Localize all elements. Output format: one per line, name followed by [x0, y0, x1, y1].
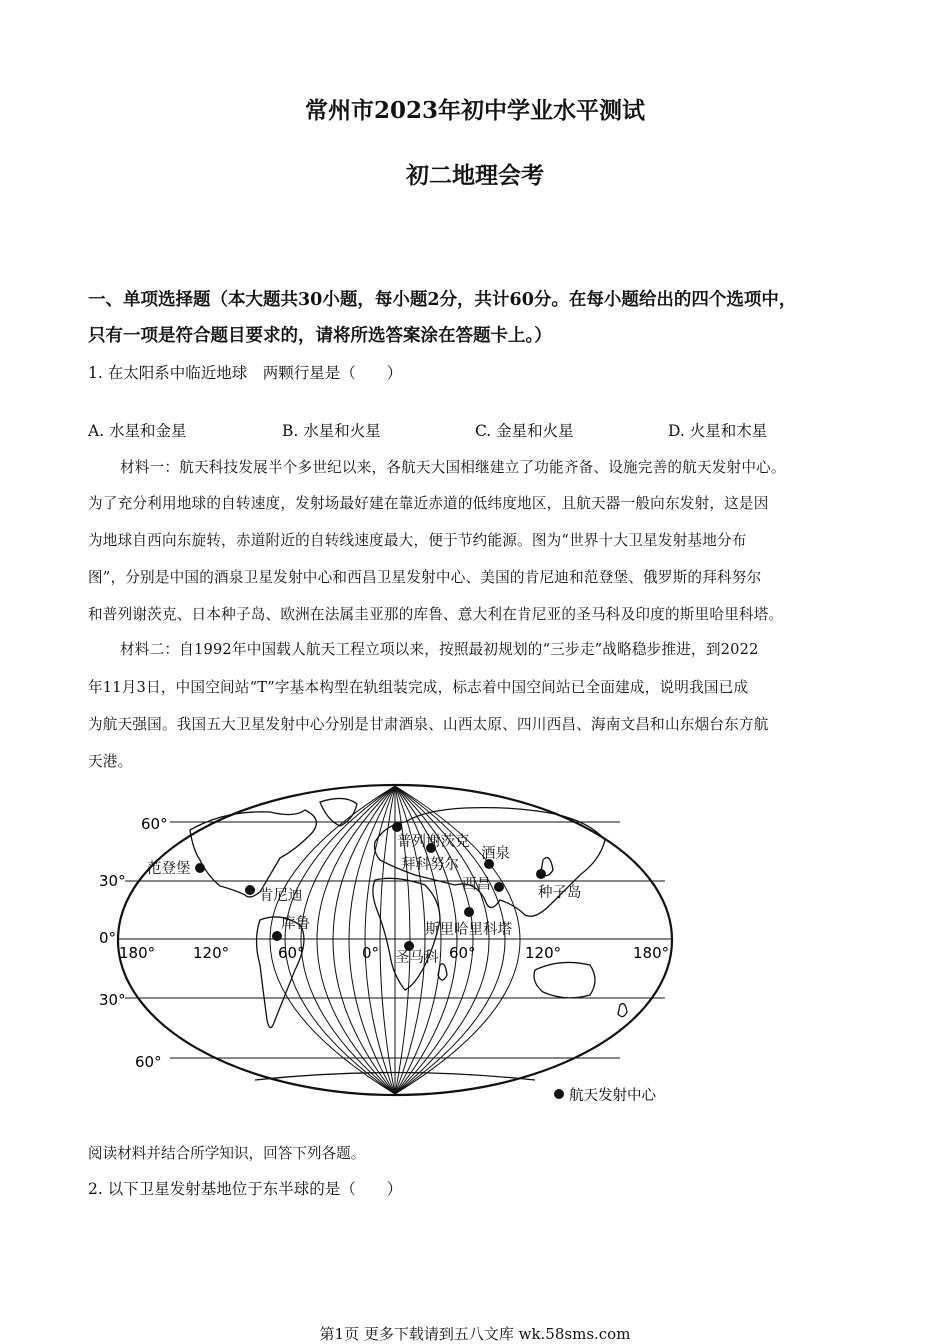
lon-label-60e: 60° — [449, 944, 476, 962]
material-line: 图”，分别是中国的酒泉卫星发射中心和西昌卫星发射中心、美国的肯尼迪和范登堡、俄罗斯的拜科努尔 — [88, 569, 762, 586]
site-label-kourou: 库鲁 — [281, 916, 310, 932]
reading-instruction: 阅读材料并结合所学知识，回答下列各题。 — [88, 1145, 366, 1162]
material-line: 为地球自西向东旋转，赤道附近的自转线速度最大，便于节约能源。图为“世界十大卫星发射基地分布 — [88, 532, 747, 549]
world-launch-site-map — [95, 780, 695, 1120]
lon-label-60w: 60° — [278, 944, 305, 962]
site-marker-kennedy — [245, 885, 255, 895]
material-line: 和普列谢茨克、日本种子岛、欧洲在法属圭亚那的库鲁、意大利在肯尼亚的圣马科及印度的斯里哈里科塔。 — [88, 606, 784, 623]
lon-label-0: 0° — [362, 944, 380, 962]
site-marker-xichang — [494, 882, 504, 892]
page-footer: 第1页 更多下载请到五八文库 wk.58sms.com — [319, 1325, 631, 1343]
material-line: 年11月3日，中国空间站“T”字基本构型在轨组装完成，标志着中国空间站已全面建成，说明我国已成 — [88, 679, 749, 696]
q1-option-b: B. 水星和火星 — [282, 422, 381, 440]
site-label-sriharikota: 斯里哈里科塔 — [425, 922, 512, 938]
site-label-kennedy: 肯尼迪 — [259, 888, 303, 904]
lat-label-60n: 60° — [141, 815, 168, 833]
lat-label-60s: 60° — [135, 1053, 162, 1071]
site-label-xichang: 西昌 — [462, 877, 491, 893]
site-marker-plesetsk — [392, 822, 402, 832]
page-title: 常州市2023年初中学业水平测试 — [304, 97, 645, 124]
site-label-jiuquan: 酒泉 — [481, 846, 510, 862]
legend-marker — [554, 1089, 564, 1099]
site-label-san-marco: 圣马科 — [395, 950, 439, 966]
site-label-vandenberg: 范登堡 — [147, 861, 191, 877]
site-marker-tanegashima — [536, 869, 546, 879]
lat-label-0: 0° — [99, 929, 117, 947]
site-label-plesetsk: 普列谢茨克 — [397, 834, 470, 850]
site-marker-kourou — [272, 931, 282, 941]
lon-label-180w: 180° — [119, 944, 156, 962]
material-line: 材料二：自1992年中国载人航天工程立项以来，按照最初规划的“三步走”战略稳步推进，到2022 — [120, 641, 759, 658]
section-heading-line2: 只有一项是符合题目要求的，请将所选答案涂在答题卡上。） — [88, 326, 552, 346]
material-line: 为了充分利用地球的自转速度，发射场最好建在靠近赤道的低纬度地区，且航天器一般向东发射，这是因 — [88, 495, 769, 512]
site-marker-vandenberg — [195, 863, 205, 873]
q1-option-d: D. 火星和木星 — [668, 422, 768, 440]
lon-label-120e: 120° — [525, 944, 562, 962]
legend-label: 航天发射中心 — [569, 1088, 656, 1104]
question-1-stem: 1. 在太阳系中临近地球 两颗行星是（ ） — [88, 364, 403, 382]
site-label-tanegashima: 种子岛 — [538, 885, 582, 901]
lon-label-180e: 180° — [633, 944, 670, 962]
page-subtitle: 初二地理会考 — [406, 162, 544, 189]
material-line: 材料一：航天科技发展半个多世纪以来，各航天大国相继建立了功能齐备、设施完善的航天发射中心。 — [120, 459, 786, 476]
section-heading-line1: 一、单项选择题（本大题共30小题，每小题2分，共计60分。在每小题给出的四个选项中， — [88, 290, 797, 310]
q1-option-c: C. 金星和火星 — [475, 422, 574, 440]
lat-label-30n: 30° — [99, 872, 126, 890]
material-line: 天港。 — [88, 753, 133, 770]
question-2-stem: 2. 以下卫星发射基地位于东半球的是（ ） — [88, 1180, 403, 1198]
site-marker-sriharikota — [464, 907, 474, 917]
lat-label-30s: 30° — [99, 991, 126, 1009]
material-line: 为航天强国。我国五大卫星发射中心分别是甘肃酒泉、山西太原、四川西昌、海南文昌和山东烟台东方航 — [88, 716, 769, 733]
q1-option-a: A. 水星和金星 — [88, 422, 187, 440]
lon-label-120w: 120° — [193, 944, 230, 962]
site-label-baikonur: 拜科努尔 — [401, 857, 459, 873]
